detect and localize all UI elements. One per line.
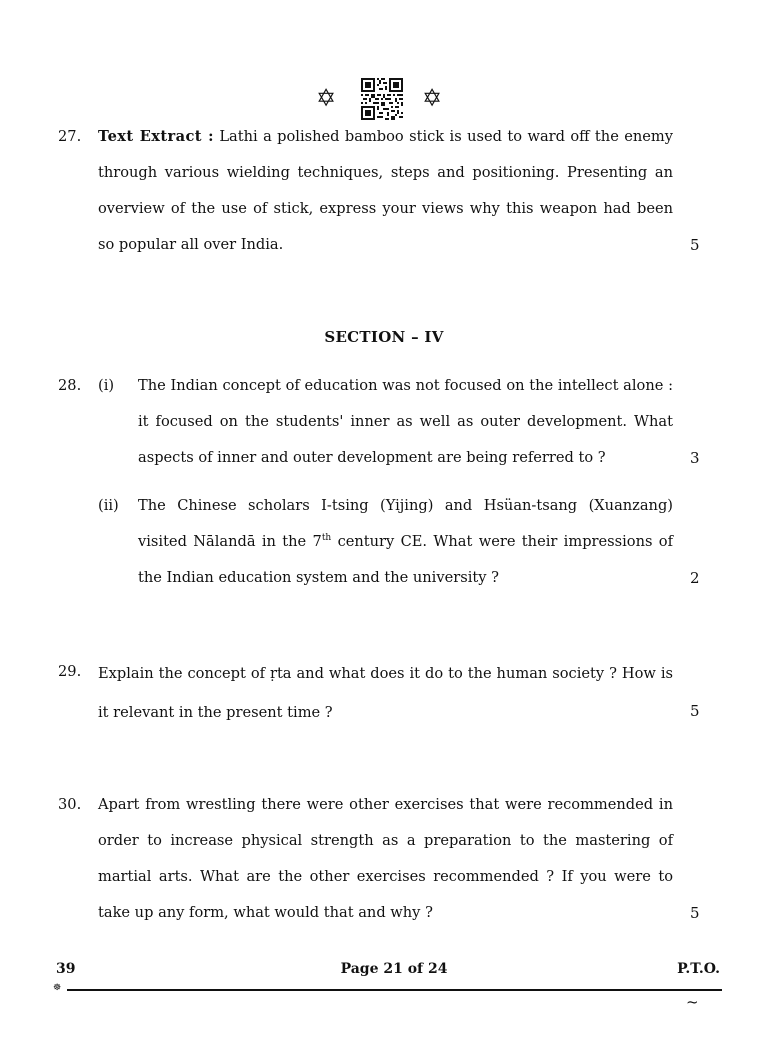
qr-code-icon xyxy=(361,78,403,120)
pto-label: P.T.O. xyxy=(677,961,720,977)
footer-divider xyxy=(67,989,722,991)
section-heading: SECTION – IV xyxy=(324,328,444,346)
part-label: (ii) xyxy=(98,497,119,514)
marks: 5 xyxy=(690,904,700,922)
question-number: 30. xyxy=(58,796,82,813)
footer-emblem-icon: ☸ xyxy=(53,983,62,993)
question-number: 29. xyxy=(58,663,82,680)
marks: 5 xyxy=(690,702,700,720)
question-29: Explain the concept of ṛta and what does it do to the human society ? How is it relevant in the present time ? xyxy=(98,665,673,721)
question-28-part-ii xyxy=(138,488,673,596)
question-30: Apart from wrestling there were other exercises that were recommended in order to increase physical strength as a preparation to the mastering of martial arts. What are the other exercises recommended ? If you were to take up any form, what would that and why ? xyxy=(98,796,673,921)
paper-code: 39 xyxy=(56,961,76,977)
page-number: Page 21 of 24 xyxy=(340,961,448,977)
part-label: (i) xyxy=(98,377,115,394)
page-header xyxy=(0,78,768,120)
marks: 3 xyxy=(690,449,700,467)
superscript: th xyxy=(321,533,332,544)
tilde-mark: ~ xyxy=(686,993,699,1011)
marks: 5 xyxy=(690,236,700,254)
marks: 2 xyxy=(690,569,700,587)
text-extract-label: Text Extract : xyxy=(98,128,214,145)
star-of-david-icon: ✡ xyxy=(316,84,337,112)
question-text: Lathi a polished bamboo stick is used to ward off the enemy through various wielding techniques, steps and positioning. Presenting an overview of the use of stick, express your views why this weapon had been so popular all over India. xyxy=(98,128,673,253)
question-text: century CE. What were their impressions of the Indian education system and the university ? xyxy=(138,533,673,586)
question-27 xyxy=(98,119,673,263)
question-text: The Chinese scholars I-tsing (Yijing) and Hsüan-tsang (Xuanzang) visited Nālandā in the 7 xyxy=(138,497,673,550)
question-28-part-i: The Indian concept of education was not focused on the intellect alone : it focused on the students' inner as well as outer development. What aspects of inner and outer development are being referred to ? xyxy=(138,377,673,466)
star-of-david-icon: ✡ xyxy=(422,84,443,112)
question-number: 28. xyxy=(58,377,82,394)
question-number: 27. xyxy=(58,128,82,145)
